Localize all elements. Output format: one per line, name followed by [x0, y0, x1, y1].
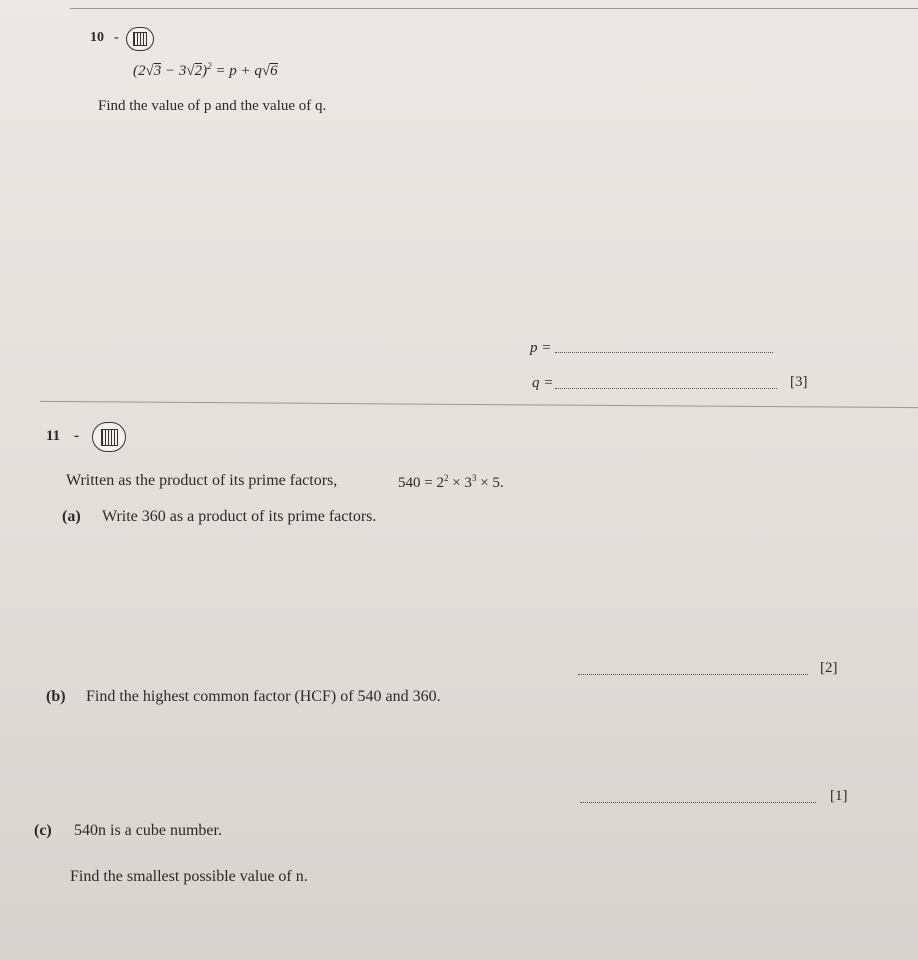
question-10-number: 10	[90, 30, 104, 45]
eq-open: (2√	[133, 63, 154, 79]
eq-exponent: 2	[207, 61, 212, 71]
eq-close: )	[202, 63, 208, 79]
p-answer-line[interactable]	[555, 338, 773, 353]
part-c-label: (c)	[34, 822, 52, 839]
part-b-label: (b)	[46, 688, 66, 705]
eq-root-3: 3	[153, 63, 162, 79]
part-a-answer-line[interactable]	[578, 660, 808, 675]
question-10-marks: [3]	[790, 374, 808, 390]
p-answer-label: p =	[530, 340, 552, 356]
question-11-stem	[66, 472, 337, 490]
eq-root-6: 6	[270, 63, 278, 79]
question-divider	[40, 401, 918, 408]
part-a-marks: [2]	[820, 660, 838, 676]
part-b-marks: [1]	[830, 788, 848, 804]
calculator-icon	[126, 27, 154, 51]
question-11-dash: -	[74, 428, 79, 444]
part-a-text: Write 360 as a product of its prime factors.	[102, 508, 377, 525]
part-b-answer-line[interactable]	[580, 788, 816, 803]
question-11-number: 11	[46, 428, 61, 444]
part-c-text: 540n is a cube number.	[74, 822, 222, 839]
top-border-line	[70, 8, 918, 9]
eq-root-2: 2	[194, 63, 203, 79]
part-c-instruction: Find the smallest possible value of n.	[70, 868, 308, 885]
stem-text: Written as the product of its prime factors,	[66, 472, 338, 489]
q-answer-label: q =	[532, 375, 554, 391]
question-10-instruction: Find the value of p and the value of q.	[98, 98, 327, 114]
question-10-equation	[133, 63, 278, 80]
part-b-text: Find the highest common factor (HCF) of 540 and 360.	[86, 688, 441, 705]
part-a-label: (a)	[62, 508, 81, 525]
eq-mid: − 3√	[161, 63, 195, 79]
question-11-factorisation: $540 = 2^2 \times 3^3 \times 5$.	[398, 473, 504, 491]
q-answer-line[interactable]	[555, 374, 777, 389]
calculator-icon	[92, 422, 126, 452]
question-10-dash: -	[114, 30, 119, 45]
eq-rhs: = p + q√	[211, 63, 271, 79]
